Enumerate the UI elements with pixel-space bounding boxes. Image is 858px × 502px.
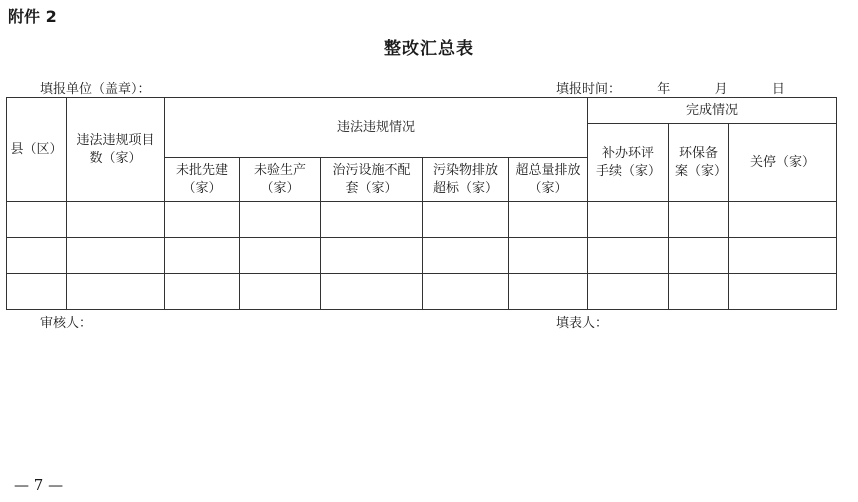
rectification-summary-table xyxy=(6,97,837,310)
table-cell xyxy=(729,238,837,274)
total-quota-exceed-header: 超总量排放（家） xyxy=(509,158,588,202)
county-header: 县（区） xyxy=(7,98,67,202)
supplement-eia-header: 补办环评手续（家） xyxy=(588,124,669,202)
table-cell xyxy=(321,274,423,310)
reporting-unit-label: 填报单位（盖章）： xyxy=(40,82,151,97)
violation-status-header: 违法违规情况 xyxy=(165,98,588,158)
table-cell xyxy=(509,274,588,310)
unapproved-construction-header: 未批先建（家） xyxy=(165,158,240,202)
month-label: 月 xyxy=(714,82,728,97)
reporting-time-label: 填报时间： xyxy=(556,82,622,97)
table-cell xyxy=(67,238,165,274)
completion-status-header: 完成情况 xyxy=(588,98,837,124)
year-label: 年 xyxy=(657,82,671,97)
table-cell xyxy=(240,238,321,274)
table-cell xyxy=(588,238,669,274)
emission-exceed-header: 污染物排放超标（家） xyxy=(423,158,509,202)
table-cell xyxy=(729,202,837,238)
table-row xyxy=(7,238,837,274)
table-cell xyxy=(165,274,240,310)
table-cell xyxy=(165,202,240,238)
shutdown-header: 关停（家） xyxy=(729,124,837,202)
table-cell xyxy=(423,238,509,274)
unaccepted-production-header: 未验生产（家） xyxy=(240,158,321,202)
table-cell xyxy=(423,274,509,310)
page-number: — 7 — xyxy=(14,476,64,494)
table-cell xyxy=(669,238,729,274)
env-filing-header: 环保备案（家） xyxy=(669,124,729,202)
day-label: 日 xyxy=(771,82,785,97)
document-title: 整改汇总表 xyxy=(384,39,474,59)
table-cell xyxy=(588,274,669,310)
reporting-time xyxy=(556,78,785,97)
table-cell xyxy=(67,274,165,310)
attachment-label: 附件 2 xyxy=(8,7,57,26)
table-cell xyxy=(165,238,240,274)
table-cell xyxy=(240,274,321,310)
table-cell xyxy=(7,202,67,238)
table-cell xyxy=(729,274,837,310)
table-cell xyxy=(67,202,165,238)
table-cell xyxy=(321,238,423,274)
table-row xyxy=(7,202,837,238)
table-cell xyxy=(240,202,321,238)
table-cell xyxy=(321,202,423,238)
form-filler-label: 填表人： xyxy=(556,316,609,331)
facility-mismatch-header: 治污设施不配套（家） xyxy=(321,158,423,202)
table-cell xyxy=(423,202,509,238)
violation-project-count-header: 违法违规项目数（家） xyxy=(67,98,165,202)
auditor-label: 审核人： xyxy=(40,316,93,331)
table-row xyxy=(7,274,837,310)
table-cell xyxy=(669,202,729,238)
table-cell xyxy=(7,274,67,310)
table-cell xyxy=(509,202,588,238)
table-cell xyxy=(669,274,729,310)
table-cell xyxy=(588,202,669,238)
table-cell xyxy=(509,238,588,274)
table-cell xyxy=(7,238,67,274)
